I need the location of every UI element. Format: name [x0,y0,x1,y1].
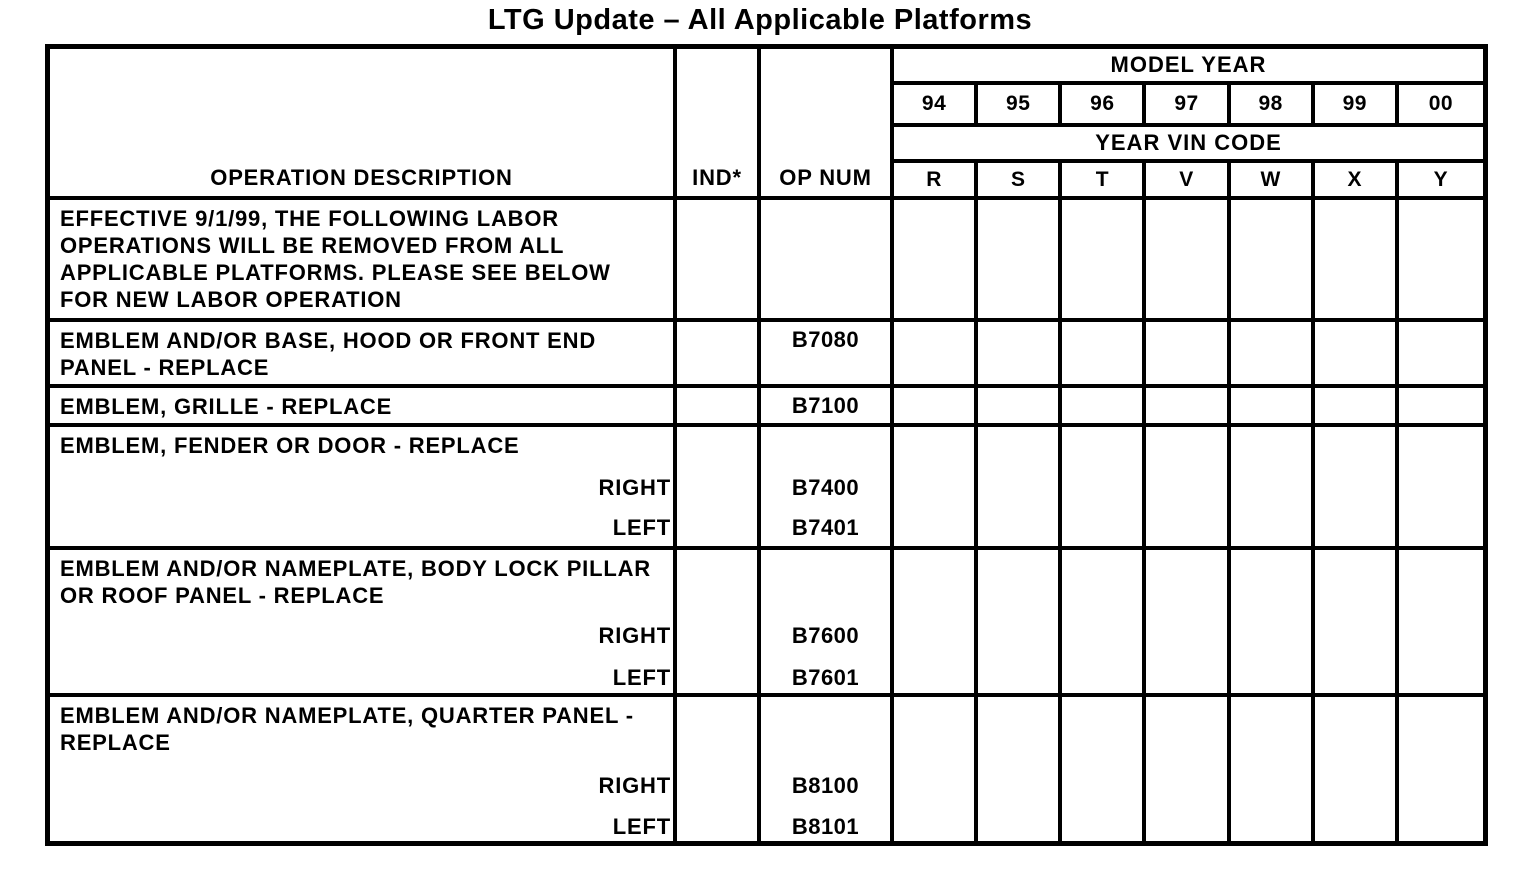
year-cell [1231,427,1315,550]
year-cell [894,388,978,427]
op-num-value: B7401 [791,515,860,540]
row-description [50,697,677,841]
model-year-94: 94 [894,85,978,127]
op-num-cell [761,388,894,427]
year-cell [1146,388,1230,427]
year-cell [1062,388,1146,427]
vin-code-x: X [1315,163,1399,200]
year-cell [1062,697,1146,841]
year-cell [978,697,1062,841]
year-cell [978,200,1062,322]
year-cell [1315,697,1399,841]
year-cell [894,697,978,841]
col-header-year-vin-code: YEAR VIN CODE [894,127,1483,163]
op-num-value: B7600 [791,623,860,648]
year-cell [1231,697,1315,841]
ind-cell [677,388,761,427]
model-year-95: 95 [978,85,1062,127]
row-description [50,427,677,550]
year-cell [1399,427,1483,550]
col-header-model-year: MODEL YEAR [894,49,1483,85]
year-cell [978,550,1062,697]
year-cell [894,550,978,697]
year-cell [1399,388,1483,427]
ind-cell [677,427,761,550]
model-year-98: 98 [1231,85,1315,127]
year-cell [1062,322,1146,388]
row-description-text: EMBLEM, FENDER OR DOOR - REPLACE [60,433,520,458]
year-cell [1146,697,1230,841]
ind-cell [677,550,761,697]
col-header-operation-description: OPERATION DESCRIPTION [50,49,677,200]
year-cell [1062,550,1146,697]
op-num-value: B7400 [791,475,860,500]
vin-code-t: T [1062,163,1146,200]
op-num-cell [761,322,894,388]
model-year-96: 96 [1062,85,1146,127]
op-num-cell [761,200,894,322]
year-cell [1399,322,1483,388]
year-cell [894,322,978,388]
year-cell [978,388,1062,427]
vin-code-v: V [1146,163,1230,200]
ind-cell [677,697,761,841]
year-cell [1062,200,1146,322]
year-cell [1062,427,1146,550]
side-label-right: RIGHT [598,623,671,648]
year-cell [1231,200,1315,322]
op-num-value: B8100 [791,773,860,798]
op-num-value: B8101 [791,814,860,839]
row-description-text: EMBLEM AND/OR NAMEPLATE, QUARTER PANEL - REPLACE [60,703,634,755]
op-num-value: B7080 [791,327,860,352]
col-header-ind: IND* [677,49,761,200]
row-description: EFFECTIVE 9/1/99, THE FOLLOWING LABOR OPERATIONS WILL BE REMOVED FROM ALL APPLICABLE PLATFORMS. PLEASE SEE BELOW FOR NEW LABOR OPERATION [50,200,677,322]
op-num-value: B7100 [791,393,860,418]
year-cell [1315,388,1399,427]
year-cell [1315,427,1399,550]
year-cell [1399,550,1483,697]
side-label-left: LEFT [612,814,671,839]
side-label-right: RIGHT [598,475,671,500]
year-cell [1315,200,1399,322]
op-num-cell [761,550,894,697]
row-description: EMBLEM, GRILLE - REPLACE [50,388,677,427]
op-num-cell [761,427,894,550]
vin-code-r: R [894,163,978,200]
year-cell [1231,322,1315,388]
year-cell [1231,550,1315,697]
vin-code-s: S [978,163,1062,200]
labor-operations-table [45,44,1488,846]
vin-code-y: Y [1399,163,1483,200]
year-cell [894,427,978,550]
year-cell [1146,322,1230,388]
year-cell [978,427,1062,550]
year-cell [1315,550,1399,697]
row-description-text: EMBLEM AND/OR NAMEPLATE, BODY LOCK PILLAR OR ROOF PANEL - REPLACE [60,556,651,608]
page-title: LTG Update – All Applicable Platforms [487,4,1033,36]
year-cell [1146,427,1230,550]
side-label-right: RIGHT [598,773,671,798]
op-num-value: B7601 [791,665,860,690]
model-year-97: 97 [1146,85,1230,127]
col-header-op-num: OP NUM [761,49,894,200]
model-year-00: 00 [1399,85,1483,127]
year-cell [1399,200,1483,322]
vin-code-w: W [1231,163,1315,200]
ind-cell [677,322,761,388]
year-cell [1146,550,1230,697]
year-cell [1399,697,1483,841]
ind-cell [677,200,761,322]
side-label-left: LEFT [612,515,671,540]
year-cell [978,322,1062,388]
side-label-left: LEFT [612,665,671,690]
year-cell [1146,200,1230,322]
year-cell [1231,388,1315,427]
model-year-99: 99 [1315,85,1399,127]
row-description [50,550,677,697]
year-cell [1315,322,1399,388]
year-cell [894,200,978,322]
row-description: EMBLEM AND/OR BASE, HOOD OR FRONT END PANEL - REPLACE [50,322,677,388]
op-num-cell [761,697,894,841]
